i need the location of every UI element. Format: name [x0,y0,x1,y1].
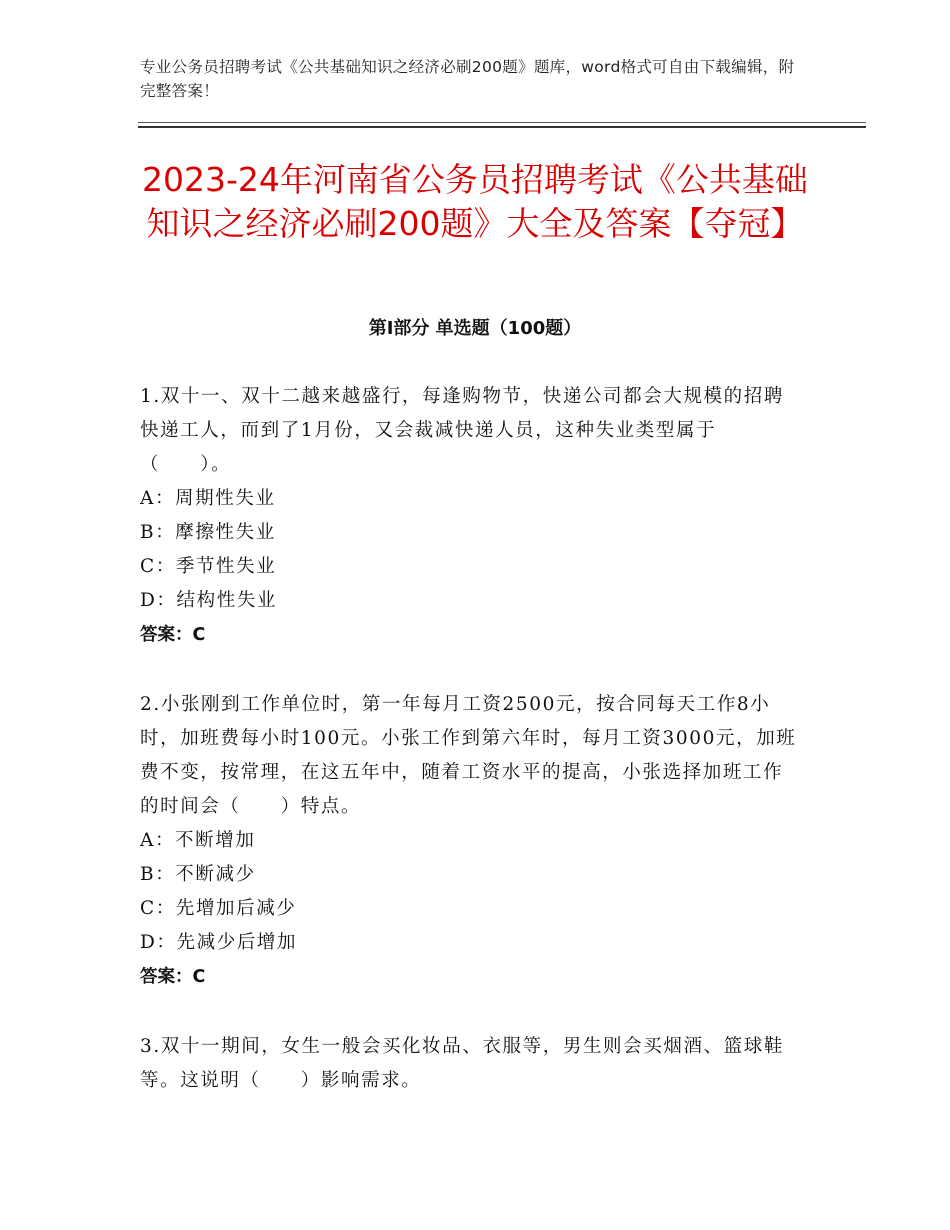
document-title: 2023-24年河南省公务员招聘考试《公共基础知识之经济必刷200题》大全及答案【夺冠】 [142,160,808,243]
question-3 [140,1030,802,1098]
option-b: B：摩擦性失业 [140,522,276,543]
question-stem: 1.双十一、双十二越来越盛行，每逢购物节，快递公司都会大规模的招聘快递工人，而到了1月份，又会裁减快递人员，这种失业类型属于（ ）。 [140,386,784,475]
answer: 答案：C [140,967,206,987]
option-a: A：不断增加 [140,830,256,851]
option-b: B：不断减少 [140,864,256,885]
option-c: C：季节性失业 [140,556,277,577]
option-c: C：先增加后减少 [140,898,297,919]
question-stem: 3.双十一期间，女生一般会买化妆品、衣服等，男生则会买烟酒、篮球鞋等。这说明（ ）影响需求。 [140,1036,784,1091]
answer: 答案：C [140,625,206,645]
header-divider-thin [138,122,866,123]
section-title: 第Ⅰ部分 单选题（100题） [368,318,582,339]
question-2 [140,688,802,994]
option-d: D：结构性失业 [140,590,278,611]
question-1 [140,380,802,652]
option-d: D：先减少后增加 [140,932,298,953]
option-a: A：周期性失业 [140,488,276,509]
header-note: 专业公务员招聘考试《公共基础知识之经济必刷200题》题库，word格式可自由下载编辑，附完整答案！ [140,58,795,100]
question-stem: 2.小张刚到工作单位时，第一年每月工资2500元，按合同每天工作8小时，加班费每小时100元。小张工作到第六年时，每月工资3000元，加班费不变，按常理，在这五年中，随着工资水平的提高，小张选择加班工作的时间会（ ）特点。 [140,694,797,817]
header-divider-thick [138,126,866,128]
